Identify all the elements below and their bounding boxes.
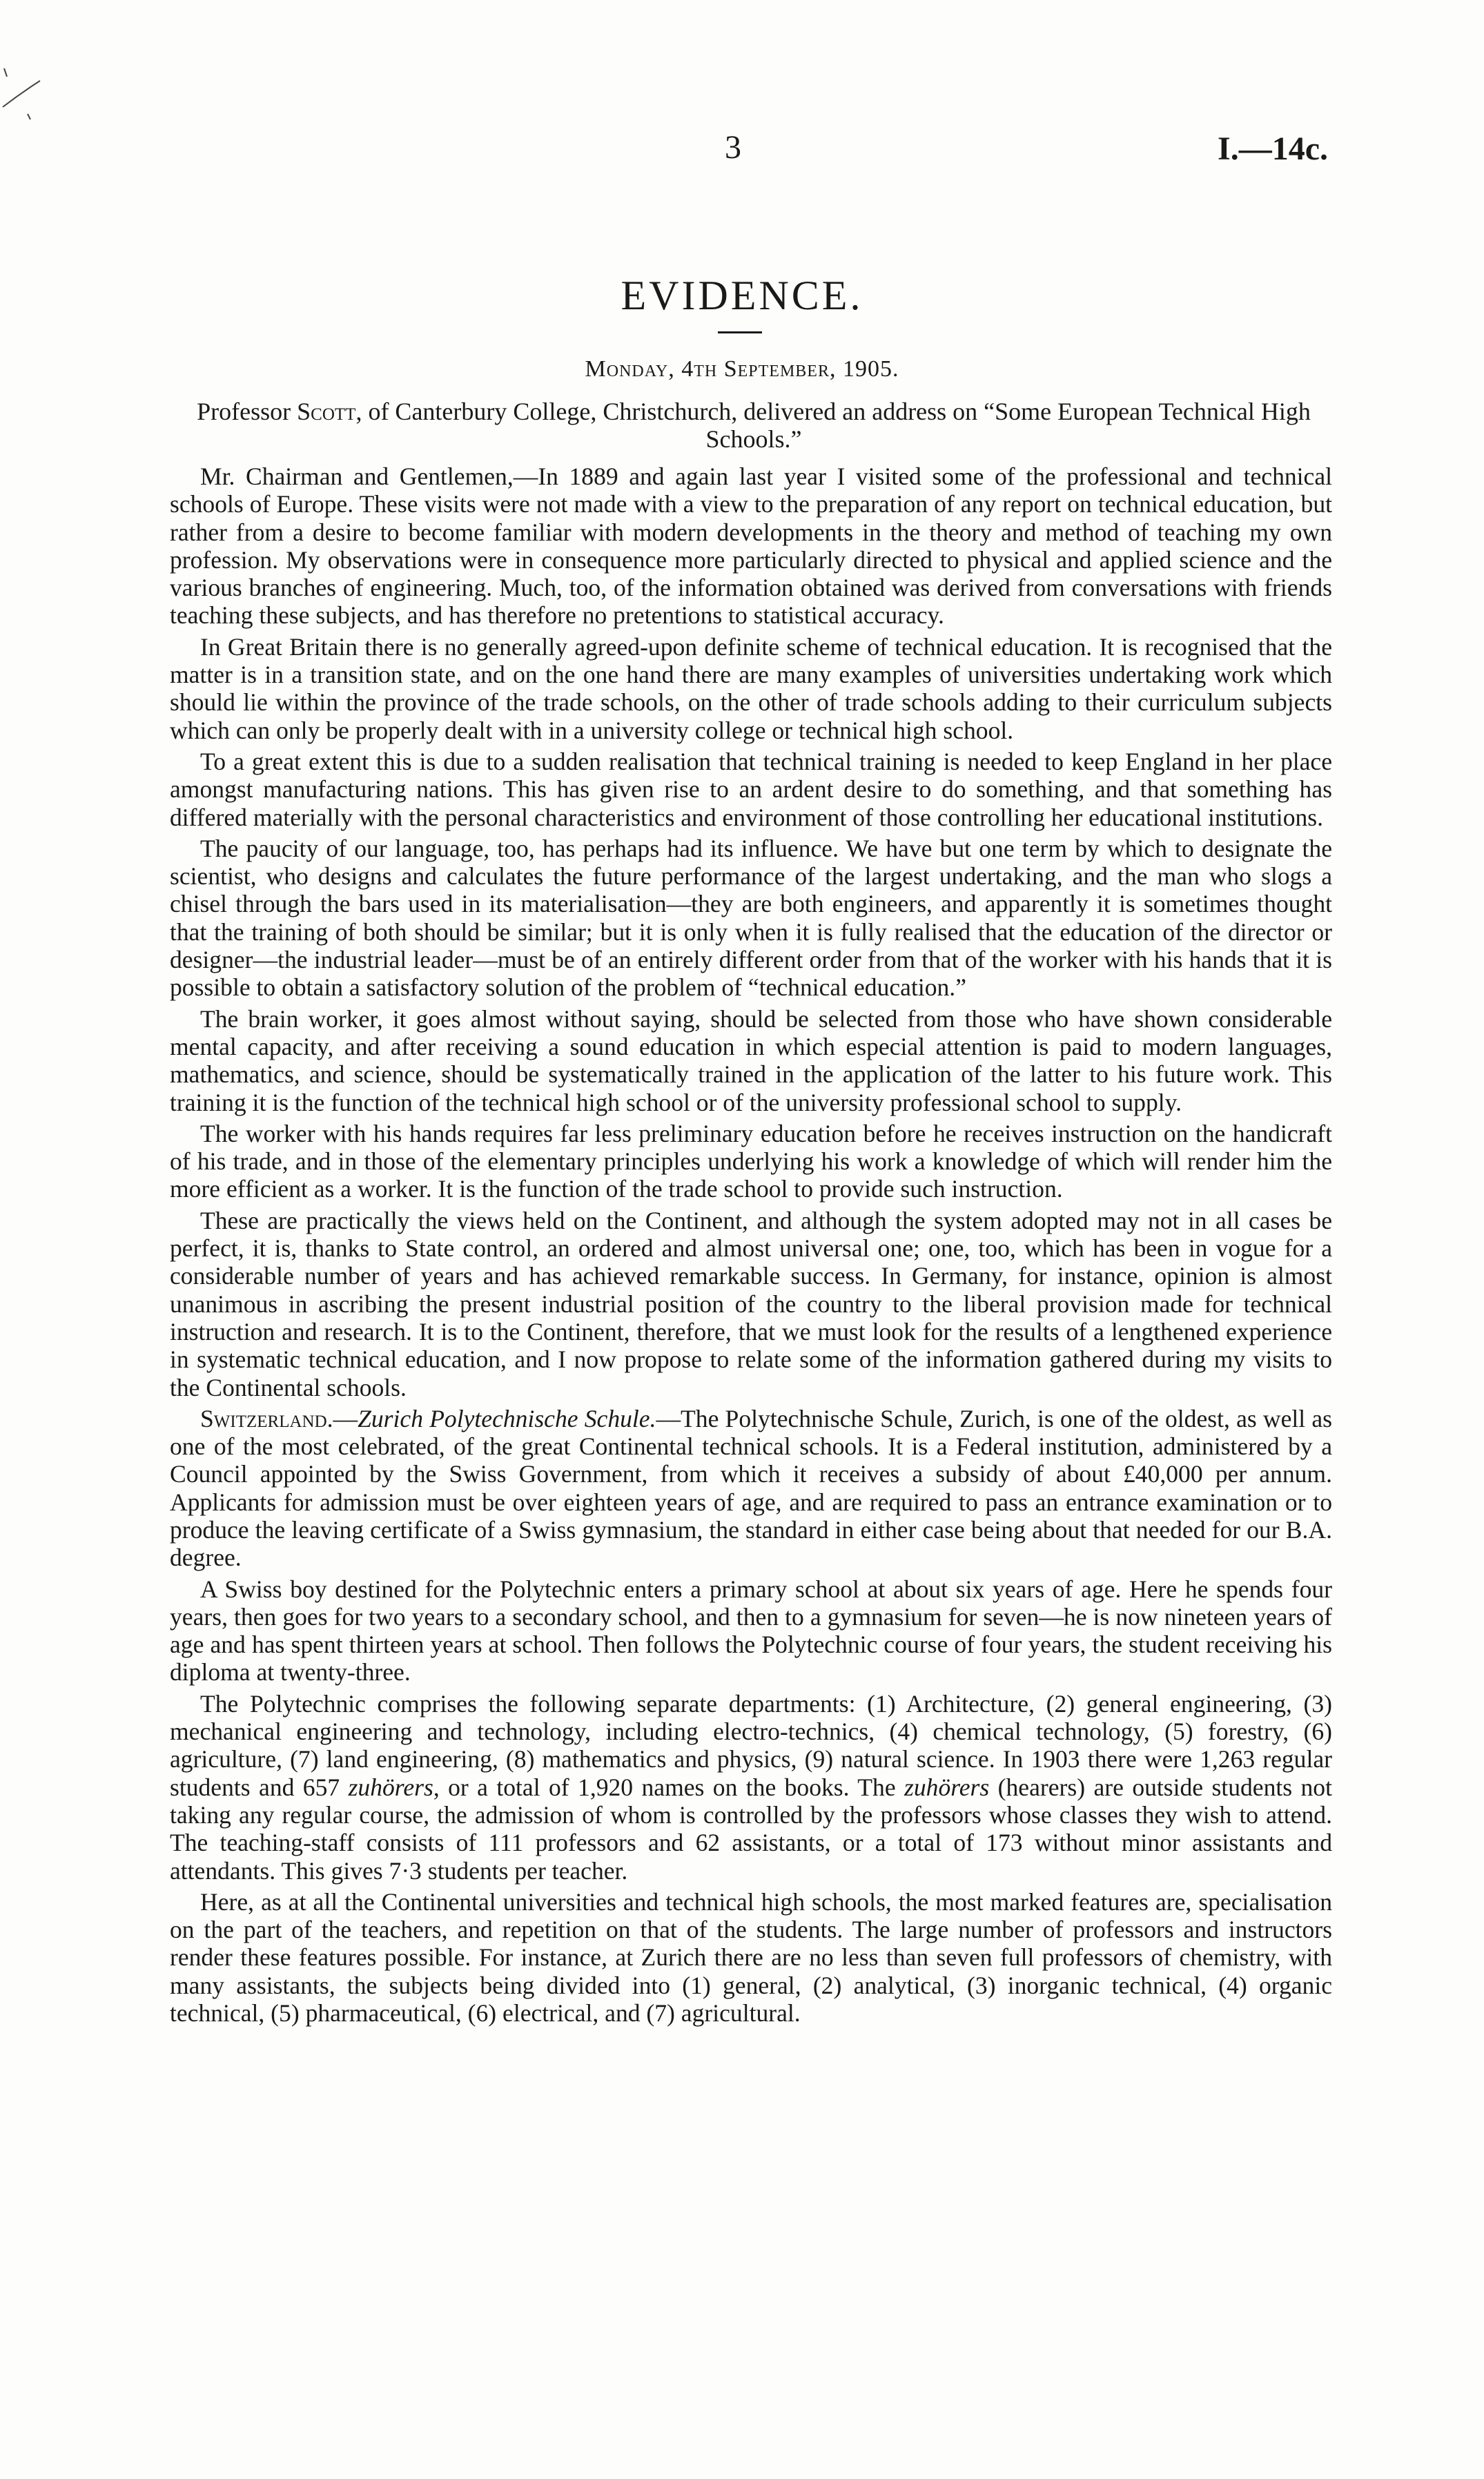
paragraph-switzerland: Switzerland.—Zurich Polytechnische Schule.—The Polytechnische Schule, Zurich, is one of the oldest, as well as one of the most celebrated, of the great Continental technical schools. It is a Federal institution, administered by a Council appointed by the Swiss Government, from which it receives a subsidy of about £40,000 per annum. Applicants for admission must be over eighteen years of age, and are required to pass an entrance examination or to produce the leaving certificate of a Swiss gymnasium, the standard in either case being about that needed for our B.A. degree. [170, 1404, 1332, 1572]
document-reference: I.—14c. [1218, 130, 1328, 167]
speaker-intro [181, 398, 1327, 453]
country-heading: Switzerland. [200, 1404, 333, 1432]
paragraph: These are practically the views held on the Continent, and although the system adopted may not in all cases be perfect, it is, thanks to State control, an ordered and almost universal one; one, too, which has been in vogue for a considerable number of years and has achieved remarkable success. In Germany, for instance, opinion is almost unanimous in ascribing the present industrial position of the country to the liberal provision made for technical instruction and research. It is to the Continent, therefore, that we must look for the results of a lengthened experience in systematic technical education, and I now propose to relate some of the information gathered during my visits to the Continental schools. [170, 1206, 1332, 1401]
foreign-term: zuhörers [348, 1773, 433, 1801]
foreign-term: zuhörers [904, 1773, 990, 1801]
paragraph: Here, as at all the Continental universities and technical high schools, the most marked features are, specialisation on the part of the teachers, and repetition on that of the students. The large number of professors and instructors render these features possible. For instance, at Zurich there are no less than seven full professors of chemistry, with many assistants, the subjects being divided into (1) general, (2) analytical, (3) inorganic technical, (4) organic technical, (5) pharmaceutical, (6) electrical, and (7) agricultural. [170, 1887, 1332, 2028]
paragraph: A Swiss boy destined for the Polytechnic enters a primary school at about six years of age. Here he spends four years, then goes for two years to a secondary school, and then to a gymnasium for seven—he is now nineteen years of age and has spent thirteen years at school. Then follows the Polytechnic course of four years, the student receiving his diploma at twenty-three. [170, 1575, 1332, 1686]
pencil-mark [0, 66, 48, 135]
paragraph-text: , or a total of 1,920 names on the books. The [433, 1773, 905, 1801]
body-text [170, 463, 1332, 2030]
paragraph-text: —The Polytechnische Schule, Zurich, is one of the oldest, as well as one of the most celebrated, of the great Continental technical schools. It is a Federal institution, administered by a Council appointed by the Swiss Government, from which it receives a subsidy of about £40,000 per annum. Applicants for admission must be over eighteen years of age, and are required to pass an entrance examination or to produce the leaving certificate of a Swiss gymnasium, the standard in either case being about that needed for our B.A. degree. [170, 1404, 1332, 1572]
paragraph: The brain worker, it goes almost without saying, should be selected from those who have shown considerable mental capacity, and after receiving a sound education in which especial attention is paid to modern languages, mathematics, and science, should be systematically trained in the application of the latter to his future work. This training it is the function of the technical high school or of the university professional school to supply. [170, 1004, 1332, 1116]
paragraph-text: The Polytechnic comprises the following separate departments: (1) Architecture, (2) general engineering, (3) mechanical engineering and technology, including electro-technics, (4) chemical technology, (5) forestry, (6) agriculture, (7) land engineering, (8) mathematics and physics, (9) natural science. In 1903 there were 1,263 regular students and 657 [170, 1689, 1332, 1801]
paragraph-text: (hearers) are outside students not taking any regular course, the admission of whom is controlled by the professors whose classes they wish to attend. The teaching-staff consists of 111 professors and 62 assistants, or a total of 173 without minor assistants and attendants. This gives 7·3 students per teacher. [170, 1773, 1332, 1885]
heading-rule [718, 331, 762, 333]
speaker-description: , of Canterbury College, Christchurch, delivered an address on “Some European Technical High Schools.” [355, 398, 1311, 453]
paragraph: The paucity of our language, too, has perhaps had its influence. We have but one term by which to designate the scientist, who designs and calculates the future performance of the largest undertaking, and the man who slogs a chisel through the bars used in its materialisation—they are both engineers, and apparently it is sometimes thought that the training of both should be similar; but it is only when it is fully realised that the education of the director or designer—the industrial leader—must be of an entirely different order from that of the worker with his hands that it is possible to obtain a satisfactory solution of the problem of “technical education.” [170, 834, 1332, 1002]
paragraph: Mr. Chairman and Gentlemen,—In 1889 and again last year I visited some of the professional and technical schools of Europe. These visits were not made with a view to the preparation of any report on technical education, but rather from a desire to become familiar with modern developments in the theory and method of teaching my own profession. My observations were in consequence more particularly directed to physical and applied science and the various branches of engineering. Much, too, of the information obtained was derived from conversations with friends teaching these subjects, and has therefore no pretentions to statistical accuracy. [170, 463, 1332, 630]
paragraph: To a great extent this is due to a sudden realisation that technical training is needed to keep England in her place amongst manufacturing nations. This has given rise to an ardent desire to do something, and that something has differed materially with the personal characteristics and environment of those controlling her educational institutions. [170, 747, 1332, 831]
school-name: Zurich Polytechnische Schule. [358, 1404, 656, 1432]
paragraph: In Great Britain there is no generally agreed-upon definite scheme of technical education. It is recognised that the matter is in a transition state, and on the one hand there are many examples of universities undertaking work which should lie within the province of the trade schools, on the other of trade schools adding to their curriculum subjects which can only be properly dealt with in a university college or technical high school. [170, 632, 1332, 744]
page-number: 3 [725, 129, 741, 166]
date-line: Monday, 4th September, 1905. [585, 356, 899, 382]
speaker-prefix: Professor [197, 398, 291, 425]
speaker-name: Scott [297, 398, 356, 425]
paragraph-departments [170, 1690, 1332, 1885]
section-heading: EVIDENCE. [621, 273, 863, 318]
paragraph: The worker with his hands requires far less preliminary education before he receives instruction on the handicraft of his trade, and in those of the elementary principles underlying his work a knowledge of which will render him the more efficient as a worker. It is the function of the trade school to provide such instruction. [170, 1119, 1332, 1203]
